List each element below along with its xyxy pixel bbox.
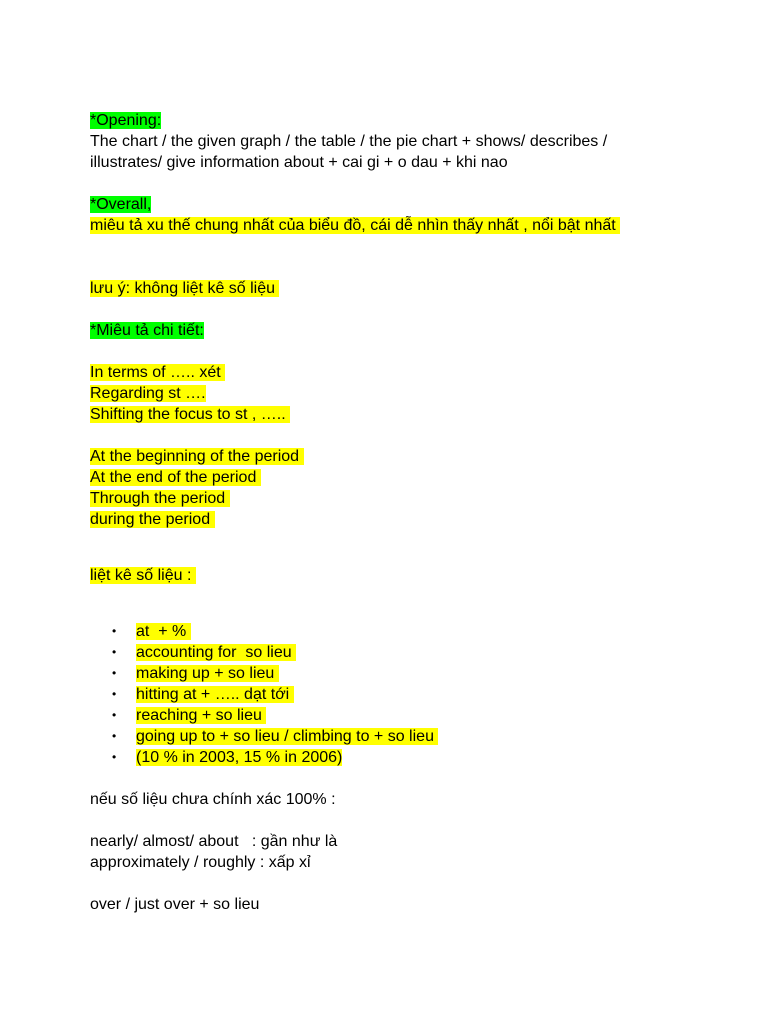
approx-line-2: approximately / roughly : xấp xỉ	[90, 854, 311, 871]
detail-period-2-wrap	[90, 488, 730, 509]
detail-heading-line	[90, 320, 730, 341]
spacer	[90, 173, 730, 194]
detail-heading: *Miêu tả chi tiết:	[90, 322, 204, 339]
spacer	[90, 810, 730, 831]
spacer	[90, 768, 730, 789]
bullet-icon: •	[112, 624, 117, 638]
spacer	[90, 341, 730, 362]
detail-period: Through the period	[90, 490, 230, 507]
bullet-icon: •	[112, 666, 117, 680]
detail-period: during the period	[90, 511, 215, 528]
opening-line-1: The chart / the given graph / the table / the pie chart + shows/ describes /	[90, 133, 608, 150]
detail-period-3-wrap	[90, 509, 730, 530]
list-item	[90, 747, 730, 768]
list-item	[90, 642, 730, 663]
listing-bullet-list	[90, 621, 730, 768]
list-item-text: reaching + so lieu	[136, 707, 267, 724]
list-item	[90, 621, 730, 642]
detail-phrase-1-wrap	[90, 383, 730, 404]
detail-phrase-2-wrap	[90, 404, 730, 425]
bullet-icon: •	[112, 708, 117, 722]
list-item-text: accounting for so lieu	[136, 644, 297, 661]
approx-line-1: nearly/ almost/ about : gần như là	[90, 833, 338, 850]
approx-line-3: over / just over + so lieu	[90, 896, 260, 913]
overall-heading-line	[90, 194, 730, 215]
list-item	[90, 684, 730, 705]
spacer	[90, 530, 730, 565]
list-item-text: (10 % in 2003, 15 % in 2006)	[136, 749, 343, 766]
spacer	[90, 586, 730, 621]
overall-line-1-wrap	[90, 215, 730, 236]
bullet-icon: •	[112, 687, 117, 701]
list-item-text: at + %	[136, 623, 191, 640]
spacer	[90, 236, 730, 278]
detail-period-0-wrap	[90, 446, 730, 467]
detail-period: At the beginning of the period	[90, 448, 304, 465]
list-item-text: making up + so lieu	[136, 665, 279, 682]
spacer	[90, 873, 730, 894]
approx-heading: nếu số liệu chưa chính xác 100% :	[90, 791, 336, 808]
list-item-text: going up to + so lieu / climbing to + so lieu	[136, 728, 439, 745]
overall-line-1: miêu tả xu thế chung nhất của biểu đồ, cái dễ nhìn thấy nhất , nổi bật nhất	[90, 217, 621, 234]
opening-line-2: illustrates/ give information about + cai gi + o dau + khi nao	[90, 154, 508, 171]
note-line: lưu ý: không liệt kê số liệu	[90, 280, 280, 297]
list-item-text: hitting at + ….. dạt tới	[136, 686, 294, 703]
document-page	[90, 110, 730, 915]
spacer	[90, 425, 730, 446]
overall-heading: *Overall,	[90, 196, 152, 213]
bullet-icon: •	[112, 729, 117, 743]
detail-period-1-wrap	[90, 467, 730, 488]
bullet-icon: •	[112, 645, 117, 659]
list-item	[90, 726, 730, 747]
detail-phrase-0-wrap	[90, 362, 730, 383]
detail-period: At the end of the period	[90, 469, 261, 486]
list-item	[90, 705, 730, 726]
opening-heading: *Opening:	[90, 112, 162, 129]
opening-heading-line	[90, 110, 730, 131]
spacer	[90, 299, 730, 320]
detail-phrase: Regarding st ….	[90, 385, 206, 402]
detail-phrase: In terms of ….. xét	[90, 364, 226, 381]
listing-heading-wrap	[90, 565, 730, 586]
detail-phrase: Shifting the focus to st , …..	[90, 406, 291, 423]
bullet-icon: •	[112, 750, 117, 764]
list-item	[90, 663, 730, 684]
note-line-wrap	[90, 278, 730, 299]
listing-heading: liệt kê số liệu :	[90, 567, 196, 584]
